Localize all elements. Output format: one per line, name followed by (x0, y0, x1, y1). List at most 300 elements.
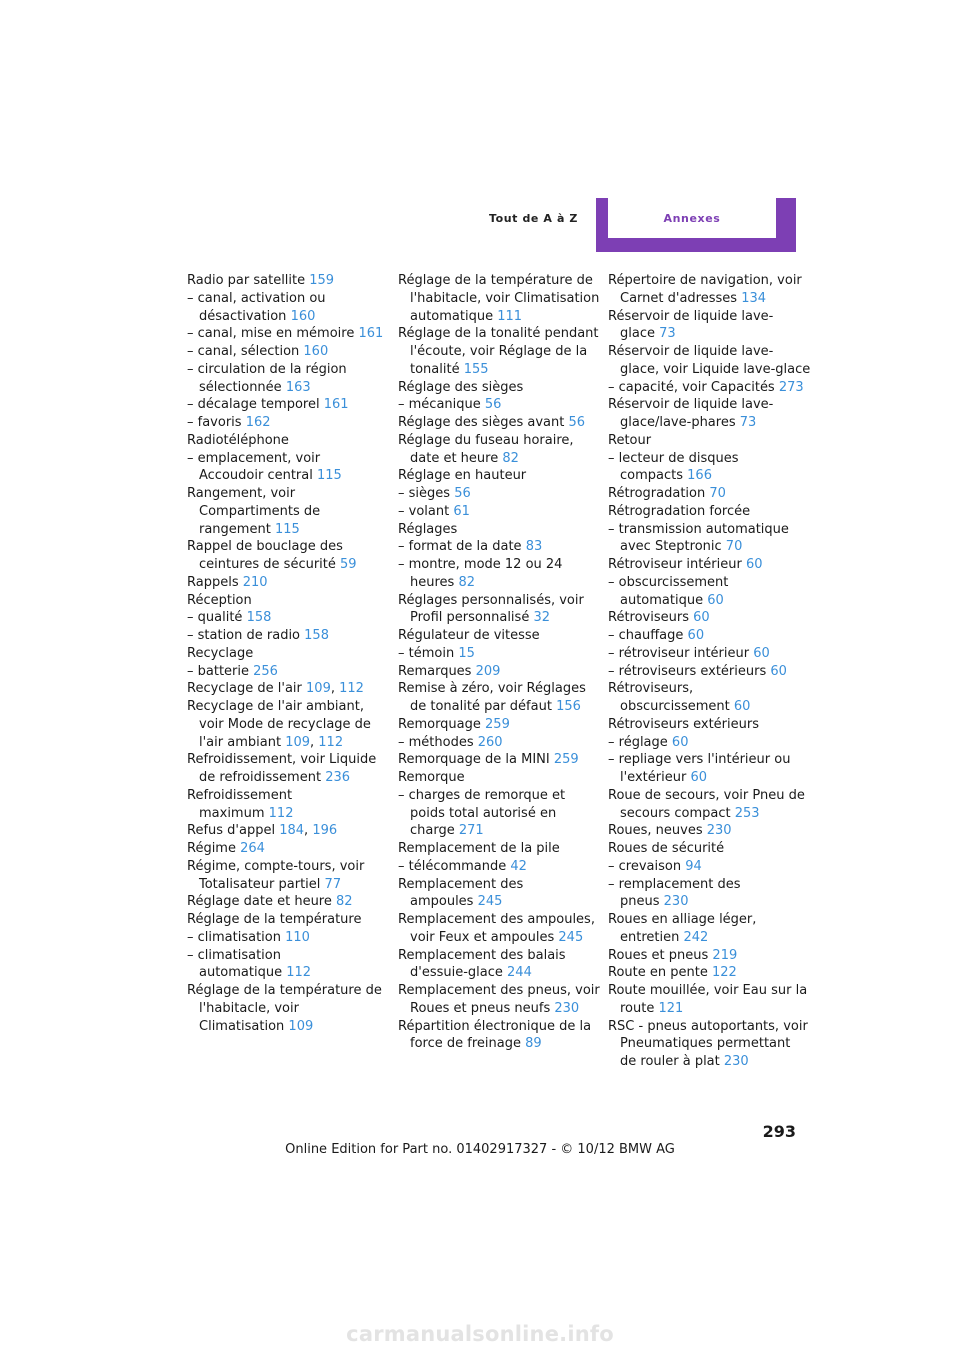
index-entry (187, 645, 383, 663)
entry-text: – capacité, voir Capacités (608, 379, 775, 395)
index-entry (608, 858, 804, 876)
page-ref-link[interactable]: 59 (340, 557, 357, 572)
index-entry (608, 929, 804, 947)
entry-text: Réglage de la tonalité pendant (398, 326, 599, 342)
index-entry (398, 592, 594, 610)
index-entry (608, 432, 804, 450)
entry-text: de tonalité par défaut (410, 699, 552, 714)
entry-text: Recyclage (187, 645, 254, 661)
page-ref-link[interactable]: 264 (240, 841, 265, 856)
entry-text: glace/lave-phares (620, 415, 736, 430)
index-entry (398, 290, 600, 308)
index-entry (187, 787, 383, 805)
index-entry (187, 379, 383, 397)
index-entry (187, 876, 383, 894)
index-entry (608, 290, 804, 308)
entry-text: – format de la date (398, 539, 522, 555)
index-entry (608, 343, 804, 361)
entry-text: glace, voir Liquide lave-glace (620, 361, 811, 377)
entry-text: automatique (199, 965, 283, 981)
entry-text: date et heure (410, 450, 499, 466)
index-entry (398, 361, 594, 379)
page-ref-link[interactable]: 56 (454, 486, 471, 501)
index-entry (187, 805, 383, 823)
page-ref-link[interactable]: 15 (458, 645, 475, 661)
entry-text: Accoudoir central (199, 468, 313, 484)
page-ref-link[interactable]: 122 (711, 965, 737, 981)
index-entry (608, 734, 804, 752)
index-entry (398, 485, 594, 503)
entry-text: heures (410, 574, 455, 590)
entry-text: – emplacement, voir (187, 450, 321, 466)
page-ref-link[interactable]: 60 (671, 734, 689, 750)
index-entry (608, 592, 804, 610)
entry-text: Réglages (398, 521, 458, 537)
index-entry (187, 734, 383, 752)
index-entry (398, 1018, 594, 1036)
index-entry (608, 964, 804, 982)
entry-text: l'habitacle, voir Climatisation (410, 290, 600, 306)
index-entry (187, 592, 383, 610)
index-entry (398, 414, 594, 432)
page-ref-link[interactable]: 273 (778, 379, 804, 395)
index-entry (187, 308, 383, 326)
index-entry (398, 503, 594, 521)
page-ref-link[interactable]: 161 (323, 397, 349, 413)
index-entry (398, 876, 594, 894)
page-ref-link[interactable]: 256 (253, 663, 278, 679)
page-ref-link[interactable]: 244 (507, 965, 532, 981)
index-entry (398, 716, 594, 734)
entry-text: – télécommande (398, 858, 507, 874)
entry-text: – station de radio (187, 628, 301, 643)
entry-text: Réservoir de liquide lave- (608, 344, 774, 359)
page-ref-link[interactable]: 166 (687, 468, 712, 484)
index-entry (608, 787, 804, 805)
page-ref-link[interactable]: 60 (687, 628, 705, 643)
entry-text: – repliage vers l'intérieur ou (608, 752, 791, 768)
entry-text: voir Mode de recyclage de (199, 716, 371, 732)
page-ref-link[interactable]: 109 (285, 734, 311, 750)
index-column-3 (608, 272, 811, 1071)
page-ref-link[interactable]: 112 (318, 734, 344, 750)
entry-text: entretien (620, 929, 680, 945)
index-entry (608, 485, 804, 503)
index-entry (608, 751, 804, 769)
entry-text: Refus d'appel (187, 823, 276, 839)
index-entry (608, 325, 804, 343)
page-ref-link[interactable]: 60 (693, 610, 710, 626)
entry-text: force de freinage (410, 1036, 521, 1052)
index-entry (608, 272, 804, 290)
page-ref-link[interactable]: 242 (683, 929, 709, 945)
index-entry (187, 680, 383, 698)
page-ref-link[interactable]: 162 (245, 415, 271, 430)
entry-text: obscurcissement (620, 699, 730, 714)
entry-text: – rétroviseur intérieur (608, 645, 750, 661)
entry-text: Réglage en hauteur (398, 468, 527, 484)
index-entry (398, 769, 594, 787)
index-entry (608, 1018, 808, 1036)
entry-text: – canal, sélection (187, 344, 300, 359)
index-entry (187, 361, 383, 379)
entry-text: Remorque (398, 770, 465, 785)
page-ref-link[interactable]: 82 (502, 450, 519, 466)
page-ref-link[interactable]: 230 (723, 1054, 749, 1069)
entry-text: Roues en alliage léger, (608, 912, 757, 927)
entry-text: Refroidissement, voir Liquide (187, 752, 377, 768)
index-entry (608, 680, 804, 698)
index-entry (187, 947, 383, 965)
page-ref-link[interactable]: 219 (712, 947, 738, 963)
entry-text: Régime, compte-tours, voir (187, 858, 365, 874)
entry-text: – montre, mode 12 ou 24 (398, 557, 563, 572)
page-ref-link[interactable]: 60 (753, 645, 770, 661)
entry-text: – sièges (398, 486, 451, 501)
page-ref-link[interactable]: 70 (709, 486, 726, 501)
entry-text: , (304, 823, 313, 839)
page-ref-link[interactable]: 60 (707, 592, 724, 608)
page-ref-link[interactable]: 259 (553, 752, 579, 768)
entry-text: Totalisateur partiel (199, 876, 321, 892)
index-entry (608, 609, 804, 627)
entry-text: Réglage des sièges (398, 379, 524, 395)
entry-text: sélectionnée (199, 379, 282, 395)
page-ref-link[interactable]: 230 (554, 1000, 580, 1016)
entry-text: maximum (199, 805, 265, 821)
page-ref-link[interactable]: 158 (246, 610, 272, 626)
index-entry (187, 769, 383, 787)
footer-edition: Online Edition for Part no. 01402917327 - © 10/12 BMW AG (285, 1142, 675, 1157)
index-entry (608, 1035, 804, 1053)
entry-text: Remplacement de la pile (398, 841, 560, 856)
index-entry (187, 503, 383, 521)
page-ref-link[interactable]: 60 (690, 770, 707, 785)
entry-text: Remorquage (398, 716, 481, 732)
page-ref-link[interactable]: 112 (339, 681, 364, 697)
entry-text: route (620, 1000, 655, 1016)
index-column-1 (187, 272, 383, 1035)
index-entry (398, 343, 594, 361)
entry-text: Recyclage de l'air ambiant, (187, 699, 364, 714)
index-entry (187, 858, 383, 876)
index-entry (187, 609, 383, 627)
index-entry (187, 467, 383, 485)
page-ref-link[interactable]: 82 (336, 894, 353, 910)
entry-text: Roue de secours, voir Pneu de (608, 787, 805, 803)
entry-text: Roues et pneus (608, 947, 709, 963)
index-entry (187, 574, 383, 592)
entry-text: Réception (187, 592, 252, 608)
entry-text: automatique (620, 592, 704, 608)
index-entry (398, 858, 594, 876)
page-ref-link[interactable]: 160 (290, 308, 316, 324)
page-ref-link[interactable]: 115 (274, 521, 300, 537)
index-entry (608, 947, 804, 965)
index-entry (398, 450, 594, 468)
entry-text: glace (620, 326, 655, 342)
entry-text: Rétroviseurs extérieurs (608, 716, 759, 732)
index-entry (187, 663, 383, 681)
index-entry (608, 1053, 804, 1071)
page-ref-link[interactable]: 77 (324, 876, 342, 892)
page-ref-link[interactable]: 56 (484, 397, 502, 413)
entry-text: poids total autorisé en (410, 805, 557, 821)
index-entry (187, 538, 383, 556)
entry-text: – batterie (187, 663, 249, 679)
page-ref-link[interactable]: 82 (458, 574, 475, 590)
index-entry (398, 805, 594, 823)
page-ref-link[interactable]: 83 (525, 539, 543, 555)
entry-text: Profil personnalisé (410, 610, 530, 626)
index-entry (398, 787, 594, 805)
entry-text: Régulateur de vitesse (398, 628, 540, 643)
page-ref-link[interactable]: 110 (285, 929, 310, 945)
page-ref-link[interactable]: 73 (659, 326, 676, 342)
index-entry (187, 485, 383, 503)
index-entry (398, 964, 594, 982)
index-entry (398, 822, 594, 840)
entry-text: Réglage de la température de (398, 273, 593, 288)
index-entry (608, 1000, 804, 1018)
entry-text: Climatisation (199, 1018, 285, 1034)
index-entry (187, 964, 383, 982)
page-ref-link[interactable]: 156 (556, 699, 581, 714)
entry-text: – circulation de la région (187, 361, 347, 377)
entry-text: Radio par satellite (187, 273, 306, 288)
entry-text: Rétroviseurs, (608, 681, 694, 697)
index-entry (398, 379, 594, 397)
index-entry (398, 982, 600, 1000)
index-entry (187, 1000, 383, 1018)
section-title: Tout de A à Z (488, 212, 578, 225)
index-entry (398, 680, 594, 698)
entry-text: d'essuie-glace (410, 965, 503, 981)
page-ref-link[interactable]: 60 (745, 557, 763, 572)
entry-text: Retour (608, 432, 652, 448)
entry-text: – réglage (608, 734, 668, 750)
entry-text: Rétrogradation (608, 486, 706, 501)
page-ref-link[interactable]: 161 (358, 326, 384, 342)
index-entry (398, 947, 594, 965)
entry-text: – méthodes (398, 734, 474, 750)
page-ref-link[interactable]: 89 (525, 1036, 542, 1052)
entry-text: Remise à zéro, voir Réglages (398, 681, 586, 697)
entry-text: Réglage du fuseau horaire, (398, 432, 574, 448)
index-entry (398, 521, 594, 539)
page-ref-link[interactable]: 160 (303, 344, 329, 359)
entry-text: , (310, 734, 319, 750)
index-entry (608, 556, 804, 574)
page-ref-link[interactable]: 260 (477, 734, 503, 750)
index-entry (187, 450, 383, 468)
index-entry (398, 396, 594, 414)
index-entry (608, 361, 811, 379)
page-ref-link[interactable]: 61 (453, 503, 470, 519)
entry-text: – canal, activation ou (187, 290, 326, 306)
entry-text: Recyclage de l'air (187, 681, 302, 697)
page-ref-link[interactable]: 271 (458, 823, 484, 839)
entry-text: Roues de sécurité (608, 841, 725, 856)
entry-text: l'air ambiant (199, 734, 282, 750)
index-entry (187, 627, 383, 645)
index-entry (608, 467, 804, 485)
watermark: carmanualsonline.info (346, 1322, 614, 1346)
index-entry (608, 645, 804, 663)
entry-text: – favoris (187, 415, 242, 430)
index-entry (608, 716, 804, 734)
entry-text: Réservoir de liquide lave- (608, 397, 774, 413)
index-entry (608, 627, 804, 645)
entry-text: – témoin (398, 645, 455, 661)
entry-text: Route en pente (608, 965, 708, 981)
page-ref-link[interactable]: 196 (312, 823, 338, 839)
index-entry (398, 911, 594, 929)
index-column-2 (398, 272, 600, 1053)
page-ref-link[interactable]: 109 (306, 681, 331, 697)
page-ref-link[interactable]: 184 (279, 823, 305, 839)
index-entry (398, 1000, 594, 1018)
entry-text: Réglage des sièges avant (398, 415, 565, 430)
index-entry (608, 698, 804, 716)
index-entry (608, 822, 804, 840)
page-ref-link[interactable]: 230 (706, 823, 732, 839)
index-entry (187, 840, 383, 858)
entry-text: Rétroviseurs (608, 610, 689, 626)
entry-text: – lecteur de disques (608, 450, 739, 466)
entry-text: ceintures de sécurité (199, 557, 336, 572)
page-ref-link[interactable]: 60 (770, 663, 787, 679)
index-entry (608, 538, 804, 556)
page-ref-link[interactable]: 115 (317, 468, 342, 484)
page-ref-link[interactable]: 56 (568, 415, 586, 430)
entry-text: , (330, 681, 340, 697)
index-entry (187, 911, 383, 929)
entry-text: – chauffage (608, 628, 684, 643)
page-ref-link[interactable]: 134 (741, 290, 767, 306)
page-ref-link[interactable]: 253 (734, 805, 760, 821)
index-entry (608, 876, 804, 894)
entry-text: ampoules (410, 894, 474, 910)
entry-text: – volant (398, 503, 450, 519)
index-entry (608, 308, 804, 326)
index-entry (398, 556, 594, 574)
page-ref-link[interactable]: 111 (497, 308, 523, 324)
page-ref-link[interactable]: 121 (658, 1000, 684, 1016)
page-ref-link[interactable]: 209 (475, 663, 501, 679)
index-entry (608, 574, 804, 592)
index-entry (398, 734, 594, 752)
page-number: 293 (762, 1122, 796, 1141)
page-ref-link[interactable]: 42 (510, 858, 527, 874)
entry-text: Pneumatiques permettant (620, 1036, 791, 1052)
index-entry (187, 272, 383, 290)
entry-text: Roues et pneus neufs (410, 1000, 551, 1016)
page-ref-link[interactable]: 159 (309, 273, 335, 288)
entry-text: Refroidissement (187, 787, 293, 803)
section-tab-label: Annexes (663, 212, 721, 225)
entry-text: Remplacement des balais (398, 947, 566, 963)
page-ref-link[interactable]: 245 (558, 929, 584, 945)
index-entry (398, 645, 594, 663)
index-entry (398, 893, 594, 911)
page-ref-link[interactable]: 70 (725, 539, 743, 555)
section-tab (596, 198, 796, 252)
index-entry (608, 911, 804, 929)
entry-text: l'extérieur (620, 770, 687, 785)
entry-text: Compartiments de (199, 503, 321, 519)
entry-text: Remplacement des (398, 876, 524, 892)
page-ref-link[interactable]: 112 (268, 805, 294, 821)
index-entry (187, 1018, 383, 1036)
page-ref-link[interactable]: 94 (685, 858, 702, 874)
entry-text: Remplacement des ampoules, (398, 912, 595, 927)
entry-text: Radiotéléphone (187, 432, 289, 448)
index-entry (608, 450, 804, 468)
entry-text: Route mouillée, voir Eau sur la (608, 983, 808, 998)
entry-text: rangement (199, 521, 271, 537)
page-ref-link[interactable]: 236 (325, 770, 351, 785)
index-entry (187, 698, 383, 716)
page-ref-link[interactable]: 163 (285, 379, 311, 395)
page-ref-link[interactable]: 230 (663, 894, 689, 910)
page-ref-link[interactable]: 259 (485, 716, 510, 732)
entry-text: Roues, neuves (608, 823, 703, 839)
page-ref-link[interactable]: 155 (463, 361, 489, 377)
index-entry (398, 325, 599, 343)
page-ref-link[interactable]: 210 (242, 574, 268, 590)
entry-text: Rappel de bouclage des (187, 539, 343, 555)
page-ref-link[interactable]: 109 (288, 1018, 314, 1034)
index-entry (608, 503, 804, 521)
entry-text: désactivation (199, 308, 287, 324)
entry-text: Rappels (187, 574, 239, 590)
index-entry (187, 343, 383, 361)
page-ref-link[interactable]: 158 (304, 628, 329, 643)
index-entry (608, 769, 804, 787)
index-entry (398, 840, 594, 858)
page-ref-link[interactable]: 32 (533, 610, 551, 626)
index-entry (187, 414, 383, 432)
page-ref-link[interactable]: 112 (286, 965, 312, 981)
entry-text: – rétroviseurs extérieurs (608, 663, 767, 679)
entry-text: – qualité (187, 610, 243, 626)
index-entry (187, 325, 383, 343)
entry-text: Remarques (398, 663, 472, 679)
index-entry (608, 396, 804, 414)
page-ref-link[interactable]: 245 (477, 894, 503, 910)
entry-text: – décalage temporel (187, 397, 320, 413)
entry-text: de rouler à plat (620, 1054, 720, 1069)
entry-text: Réservoir de liquide lave- (608, 308, 774, 324)
page-ref-link[interactable]: 60 (733, 699, 751, 714)
page-ref-link[interactable]: 73 (739, 415, 757, 430)
entry-text: – canal, mise en mémoire (187, 326, 355, 342)
index-entry (187, 929, 383, 947)
index-entry (187, 432, 383, 450)
index-entry (398, 609, 594, 627)
entry-text: secours compact (620, 805, 731, 821)
index-entry (608, 521, 804, 539)
entry-text: – transmission automatique (608, 521, 789, 537)
index-entry (187, 716, 383, 734)
entry-text: Régime (187, 841, 236, 856)
index-entry (398, 308, 594, 326)
entry-text: RSC - pneus autoportants, voir (608, 1018, 808, 1034)
entry-text: Rétrogradation forcée (608, 503, 751, 519)
entry-text: Rétroviseur intérieur (608, 557, 742, 572)
index-entry (608, 379, 804, 397)
